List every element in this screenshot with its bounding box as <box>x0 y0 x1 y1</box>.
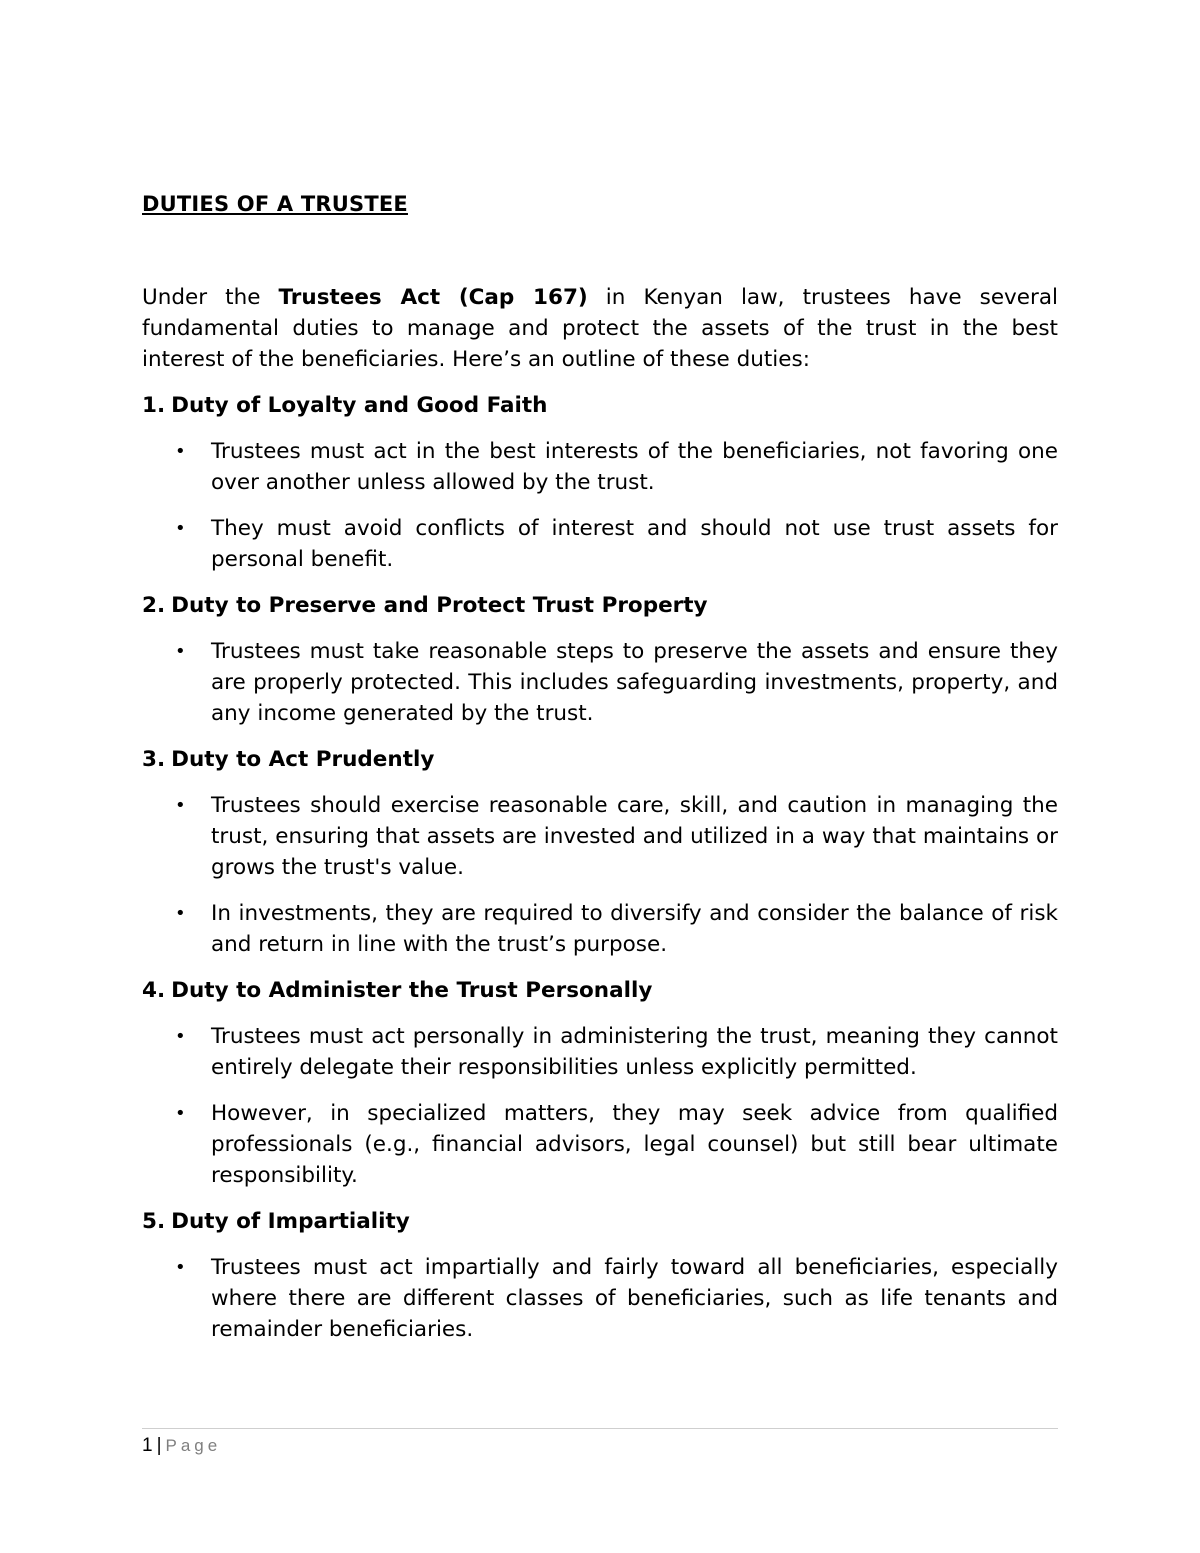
section-duty-of-loyalty <box>142 390 1058 575</box>
intro-act-name: Trustees Act (Cap 167) <box>278 285 588 310</box>
list-item-text: They must avoid conflicts of interest and should not use trust assets for personal benefit. <box>211 516 1058 572</box>
bullet-icon: • <box>175 795 186 816</box>
list-item-text: Trustees must take reasonable steps to preserve the assets and ensure they are properly protected. This includes safeguarding investments, property, and any income generated by the trust. <box>211 639 1058 726</box>
bullet-list <box>142 1021 1058 1191</box>
bullet-icon: • <box>175 441 186 462</box>
footer-separator: | <box>156 1435 162 1456</box>
document-page <box>142 188 1058 1345</box>
section-duty-to-preserve <box>142 590 1058 729</box>
page-number: 1 <box>142 1435 153 1456</box>
list-item-text: Trustees should exercise reasonable care, skill, and caution in managing the trust, ensuring that assets are invested and utilized in a way that maintains or grows the trust's value. <box>211 793 1058 880</box>
bullet-icon: • <box>175 903 186 924</box>
section-number: 5. <box>142 1209 166 1234</box>
intro-text-before: Under the <box>142 285 279 310</box>
list-item <box>142 1021 1058 1083</box>
section-number: 4. <box>142 978 166 1003</box>
section-number: 3. <box>142 747 166 772</box>
bullet-icon: • <box>175 1103 186 1124</box>
list-item-text: However, in specialized matters, they may seek advice from qualified professionals (e.g., financial advisors, legal counsel) but still bear ultimate responsibility. <box>211 1101 1058 1188</box>
section-number: 2. <box>142 593 166 618</box>
bullet-list <box>142 436 1058 575</box>
list-item <box>142 636 1058 729</box>
section-heading <box>142 1206 1058 1237</box>
list-item-text: Trustees must act impartially and fairly toward all beneficiaries, especially where there are different classes of beneficiaries, such as life tenants and remainder beneficiaries. <box>211 1255 1058 1342</box>
section-title: Duty to Act Prudently <box>171 747 435 772</box>
document-title: DUTIES OF A TRUSTEE <box>142 192 408 216</box>
bullet-list <box>142 636 1058 729</box>
page-footer <box>142 1428 1058 1457</box>
section-number: 1. <box>142 393 166 418</box>
section-duty-to-administer <box>142 975 1058 1191</box>
bullet-list <box>142 1252 1058 1345</box>
section-title: Duty of Impartiality <box>171 1209 410 1234</box>
section-heading <box>142 744 1058 775</box>
list-item-text: Trustees must act personally in administering the trust, meaning they cannot entirely delegate their responsibilities unless explicitly permitted. <box>211 1024 1058 1080</box>
list-item-text: Trustees must act in the best interests of the beneficiaries, not favoring one over another unless allowed by the trust. <box>211 439 1058 495</box>
section-heading <box>142 975 1058 1006</box>
bullet-icon: • <box>175 1257 186 1278</box>
intro-text-after: in Kenyan law, trustees have several fundamental duties to manage and protect the assets of the trust in the best interest of the beneficiaries. Here’s an outline of these duties: <box>142 285 1058 372</box>
intro-paragraph <box>142 282 1058 375</box>
section-title: Duty to Administer the Trust Personally <box>171 978 653 1003</box>
list-item <box>142 1098 1058 1191</box>
list-item <box>142 436 1058 498</box>
list-item <box>142 1252 1058 1345</box>
page-label: Page <box>165 1436 222 1455</box>
section-heading <box>142 590 1058 621</box>
section-duty-of-impartiality <box>142 1206 1058 1345</box>
list-item <box>142 898 1058 960</box>
list-item <box>142 513 1058 575</box>
bullet-icon: • <box>175 641 186 662</box>
bullet-icon: • <box>175 518 186 539</box>
section-title: Duty of Loyalty and Good Faith <box>171 393 548 418</box>
section-heading <box>142 390 1058 421</box>
bullet-list <box>142 790 1058 960</box>
section-duty-to-act-prudently <box>142 744 1058 960</box>
bullet-icon: • <box>175 1026 186 1047</box>
section-title: Duty to Preserve and Protect Trust Property <box>171 593 708 618</box>
list-item-text: In investments, they are required to diversify and consider the balance of risk and return in line with the trust’s purpose. <box>211 901 1058 957</box>
list-item <box>142 790 1058 883</box>
